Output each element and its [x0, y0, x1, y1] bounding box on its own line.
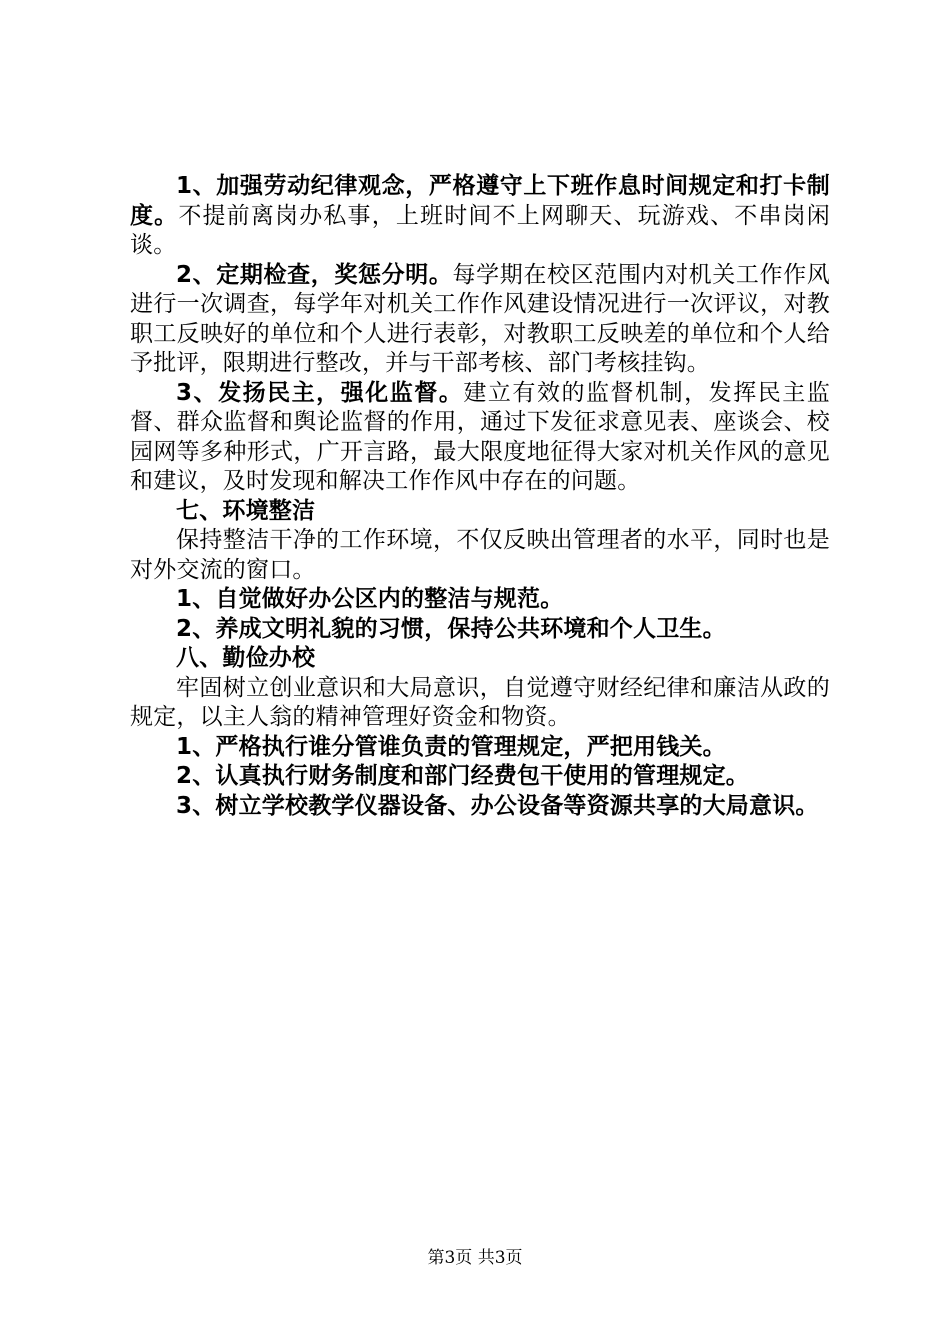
list-item: 2、认真执行财务制度和部门经费包干使用的管理规定。: [176, 763, 750, 789]
list-item: 1、严格执行谁分管谁负责的管理规定，严把用钱关。: [176, 733, 726, 760]
list-item: 2、养成文明礼貌的习惯，保持公共环境和个人卫生。: [176, 615, 726, 642]
paragraph-lead: 1、加强劳动纪律观念，严格遵守上下班作息时间规定和打卡制度。: [130, 173, 830, 229]
paragraph-body: 不提前离岗办私事，上班时间不上网聊天、玩游戏、不串岗闲谈。: [130, 202, 830, 258]
paragraph-lead: 2、定期检查，奖惩分明。: [176, 261, 453, 288]
paragraph-body: 每学期在校区范围内对机关工作作风进行一次调查，每学年对机关工作作风建设情况进行一次评议，对教职工反映好的单位和个人进行表彰，对教职工反映差的单位和个人给予批评，限期进行整改，并与干部考核、部门考核挂钩。: [130, 261, 830, 376]
paragraph-body: 建立有效的监督机制，发挥民主监督、群众监督和舆论监督的作用，通过下发征求意见表、座谈会、校园网等多种形式，广开言路，最大限度地征得大家对机关作风的意见和建议，及时发现和解决工作作风中存在的问题。: [130, 379, 831, 494]
paragraph-labor-discipline: [130, 172, 830, 261]
list-item: 1、自觉做好办公区内的整洁与规范。: [176, 586, 564, 612]
section-intro-environment: 保持整洁干净的工作环境，不仅反映出管理者的水平，同时也是对外交流的窗口。: [130, 527, 830, 583]
section-intro-frugality: 牢固树立创业意识和大局意识，自觉遵守财经纪律和廉洁从政的规定，以主人翁的精神管理好资金和物资。: [130, 674, 830, 730]
paragraph-regular-inspection: [130, 261, 830, 379]
paragraph-lead: 3、发扬民主，强化监督。: [176, 379, 464, 406]
section-heading-environment: 七、环境整洁: [176, 497, 316, 524]
document-body: [130, 172, 830, 821]
page-footer: [0, 1243, 950, 1268]
page-number-label: 第3页 共3页: [427, 1248, 523, 1268]
paragraph-democracy-supervision: [130, 379, 830, 497]
section-heading-frugality: 八、勤俭办校: [176, 645, 316, 671]
list-item: 3、树立学校教学仪器设备、办公设备等资源共享的大局意识。: [176, 792, 819, 819]
